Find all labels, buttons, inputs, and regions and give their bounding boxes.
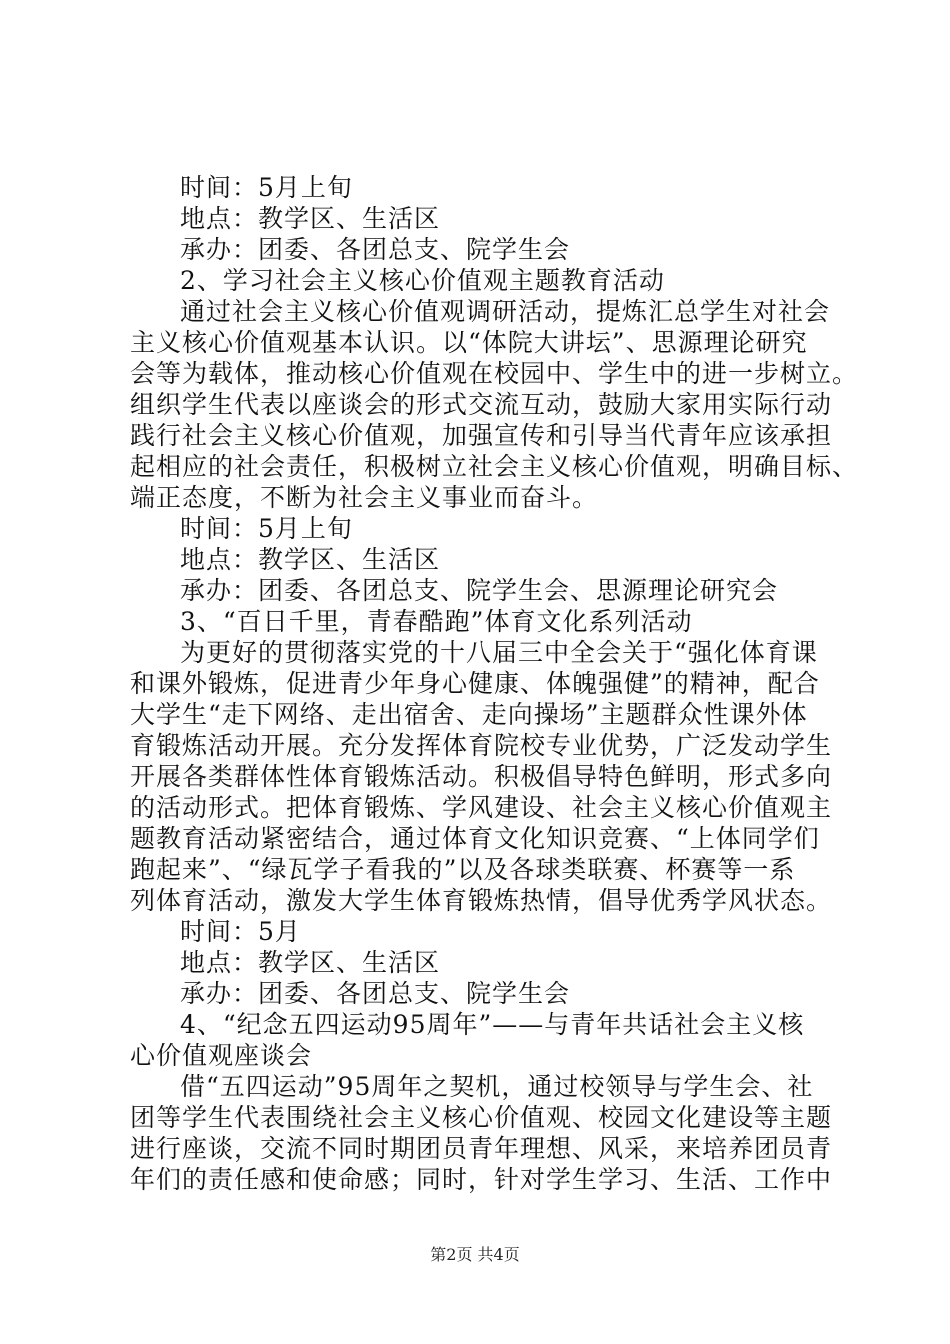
text-line: 列体育活动，激发大学生体育锻炼热情，倡导优秀学风状态。 <box>130 886 833 915</box>
text-line: 地点：教学区、生活区 <box>180 948 441 977</box>
text-line: 2、学习社会主义核心价值观主题教育活动 <box>180 266 665 295</box>
text-line: 年们的责任感和使命感；同时，针对学生学习、生活、工作中 <box>130 1165 833 1194</box>
text-line: 承办：团委、各团总支、院学生会 <box>180 235 571 264</box>
document-body <box>130 172 859 1195</box>
text-line: 4、“纪念五四运动95周年”——与青年共话社会主义核 <box>180 1010 805 1039</box>
text-line: 地点：教学区、生活区 <box>180 204 441 233</box>
text-line: 开展各类群体性体育锻炼活动。积极倡导特色鲜明，形式多向 <box>130 762 833 791</box>
text-line: 承办：团委、各团总支、院学生会 <box>180 979 571 1008</box>
text-line: 借“五四运动”95周年之契机，通过校领导与学生会、社 <box>180 1072 814 1101</box>
text-line: 端正态度，不断为社会主义事业而奋斗。 <box>130 483 599 512</box>
text-line: 进行座谈，交流不同时期团员青年理想、风采，来培养团员青 <box>130 1134 833 1163</box>
page-footer <box>0 1245 950 1265</box>
text-line: 3、“百日千里，青春酷跑”体育文化系列活动 <box>180 607 693 636</box>
text-line: 践行社会主义核心价值观，加强宣传和引导当代青年应该承担 <box>130 421 833 450</box>
text-line: 为更好的贯彻落实党的十八届三中全会关于“强化体育课 <box>180 638 818 667</box>
text-line: 团等学生代表围绕社会主义核心价值观、校园文化建设等主题 <box>130 1103 833 1132</box>
text-line: 会等为载体，推动核心价值观在校园中、学生中的进一步树立。 <box>130 359 859 388</box>
text-line: 通过社会主义核心价值观调研活动，提炼汇总学生对社会 <box>180 297 831 326</box>
page-number: 第2页 共4页 <box>430 1245 520 1264</box>
text-line: 地点：教学区、生活区 <box>180 545 441 574</box>
text-line: 时间：5月上旬 <box>180 514 353 543</box>
text-line: 的活动形式。把体育锻炼、学风建设、社会主义核心价值观主 <box>130 793 833 822</box>
text-line: 题教育活动紧密结合，通过体育文化知识竞赛、“上体同学们 <box>130 824 820 853</box>
text-line: 组织学生代表以座谈会的形式交流互动，鼓励大家用实际行动 <box>130 390 833 419</box>
text-line: 跑起来”、“绿瓦学子看我的”以及各球类联赛、杯赛等一系 <box>130 855 796 884</box>
text-line: 心价值观座谈会 <box>130 1041 313 1070</box>
text-line: 育锻炼活动开展。充分发挥体育院校专业优势，广泛发动学生 <box>130 731 833 760</box>
text-line: 主义核心价值观基本认识。以“体院大讲坛”、思源理论研究 <box>130 328 808 357</box>
text-line: 时间：5月上旬 <box>180 173 353 202</box>
text-line: 大学生“走下网络、走出宿舍、走向操场”主题群众性课外体 <box>130 700 808 729</box>
text-line: 承办：团委、各团总支、院学生会、思源理论研究会 <box>180 576 779 605</box>
text-line: 和课外锻炼，促进青少年身心健康、体魄强健”的精神，配合 <box>130 669 820 698</box>
text-line: 起相应的社会责任，积极树立社会主义核心价值观，明确目标、 <box>130 452 859 481</box>
text-line: 时间：5月 <box>180 917 301 946</box>
